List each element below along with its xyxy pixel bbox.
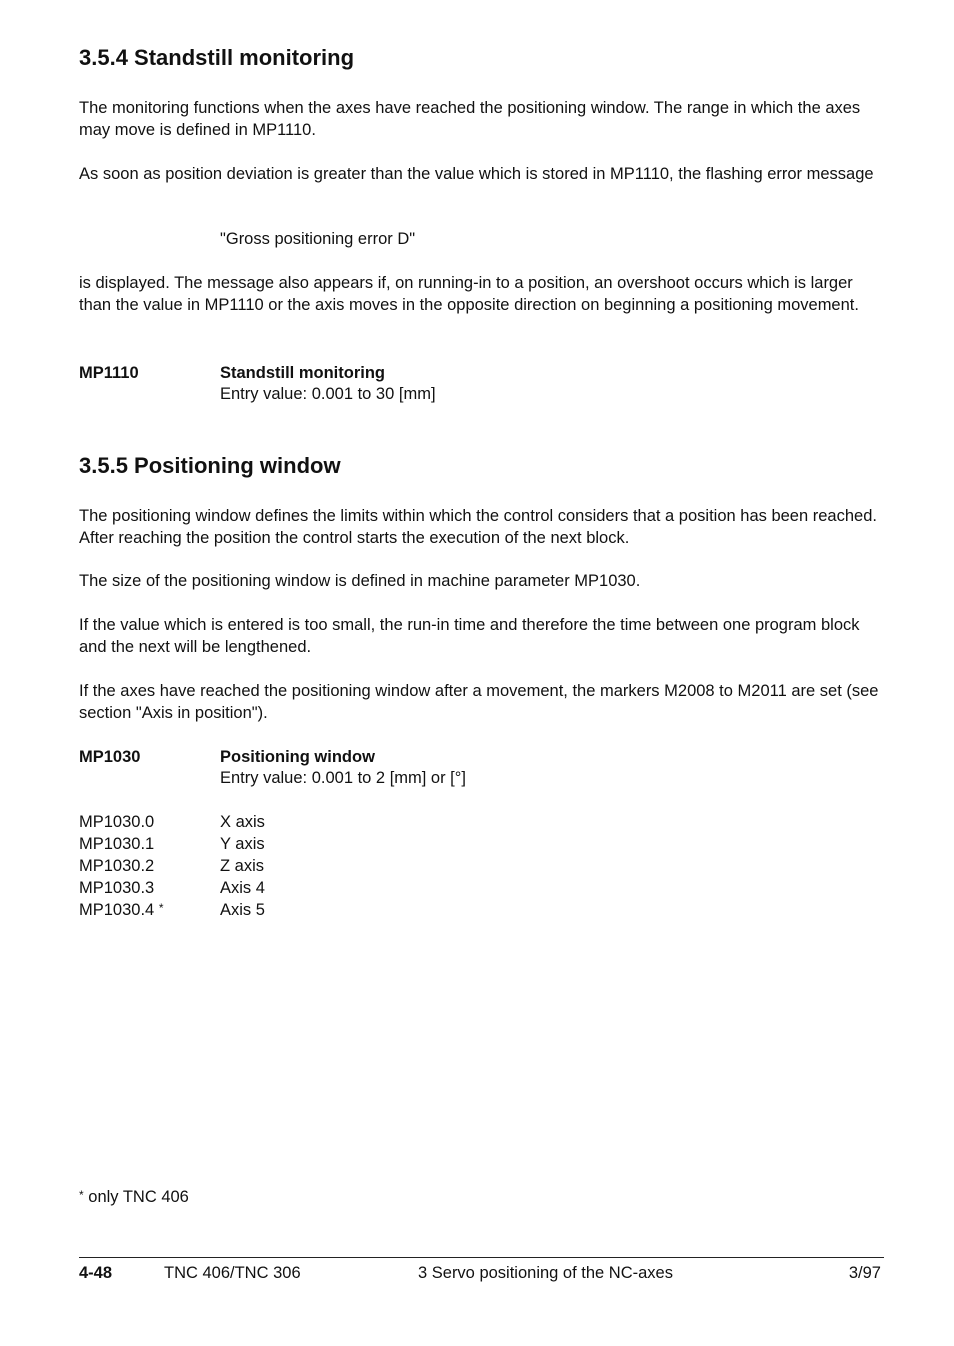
axis-label: Y axis bbox=[220, 835, 265, 853]
axis-param-code: MP1030.0 bbox=[79, 813, 155, 831]
param-code: MP1110 bbox=[79, 364, 139, 382]
footnote-marker: * bbox=[79, 1188, 84, 1202]
param-entry-value: Entry value: 0.001 to 30 [mm] bbox=[220, 385, 436, 403]
error-message-text: "Gross positioning error D" bbox=[220, 230, 416, 248]
axis-param-code: MP1030.3 bbox=[79, 879, 155, 897]
footer-chapter: 3 Servo positioning of the NC-axes bbox=[418, 1264, 673, 1282]
footer-rule bbox=[79, 1257, 884, 1258]
paragraph: The monitoring functions when the axes have reached the positioning window. The range in which the axes may move is defined in MP1110. bbox=[79, 99, 861, 139]
footer-date: 3/97 bbox=[848, 1264, 881, 1282]
axis-label: X axis bbox=[220, 813, 265, 831]
paragraph: The size of the positioning window is defined in machine parameter MP1030. bbox=[79, 572, 641, 590]
axis-label: Axis 4 bbox=[220, 879, 265, 897]
axis-label: Z axis bbox=[220, 857, 265, 875]
paragraph: is displayed. The message also appears if, on running-in to a position, an overshoot occurs which is larger than the value in MP1110 or the axis moves in the opposite direction on beginning a positioning movement. bbox=[79, 274, 859, 314]
paragraph: If the value which is entered is too small, the run-in time and therefore the time between one program block and the next will be lengthened. bbox=[79, 616, 860, 656]
param-name: Standstill monitoring bbox=[220, 364, 385, 382]
axis-label: Axis 5 bbox=[220, 901, 265, 919]
footer-page-number: 4-48 bbox=[79, 1264, 113, 1282]
section-heading-positioning-window: 3.5.5 Positioning window bbox=[79, 453, 341, 478]
axis-param-code: MP1030.4 bbox=[79, 901, 155, 919]
param-code: MP1030 bbox=[79, 748, 141, 766]
footnote-text: only TNC 406 bbox=[88, 1188, 189, 1206]
axis-param-code: MP1030.1 bbox=[79, 835, 155, 853]
paragraph: As soon as position deviation is greater than the value which is stored in MP1110, the flashing error message bbox=[79, 165, 874, 183]
footnote-marker: * bbox=[158, 901, 164, 915]
document-page bbox=[79, 0, 885, 1346]
axis-param-row bbox=[79, 899, 163, 921]
paragraph: The positioning window defines the limits within which the control considers that a position has been reached. After reaching the position the control starts the execution of the next block. bbox=[79, 507, 877, 547]
paragraph: If the axes have reached the positioning window after a movement, the markers M2008 to M2011 are set (see section "Axis in position"). bbox=[79, 682, 879, 722]
axis-param-code: MP1030.2 bbox=[79, 857, 155, 875]
footnote bbox=[79, 1186, 189, 1208]
footer-product: TNC 406/TNC 306 bbox=[164, 1264, 301, 1282]
param-name: Positioning window bbox=[220, 748, 375, 766]
param-entry-value: Entry value: 0.001 to 2 [mm] or [°] bbox=[220, 769, 466, 787]
section-heading-standstill-monitoring: 3.5.4 Standstill monitoring bbox=[79, 45, 355, 70]
